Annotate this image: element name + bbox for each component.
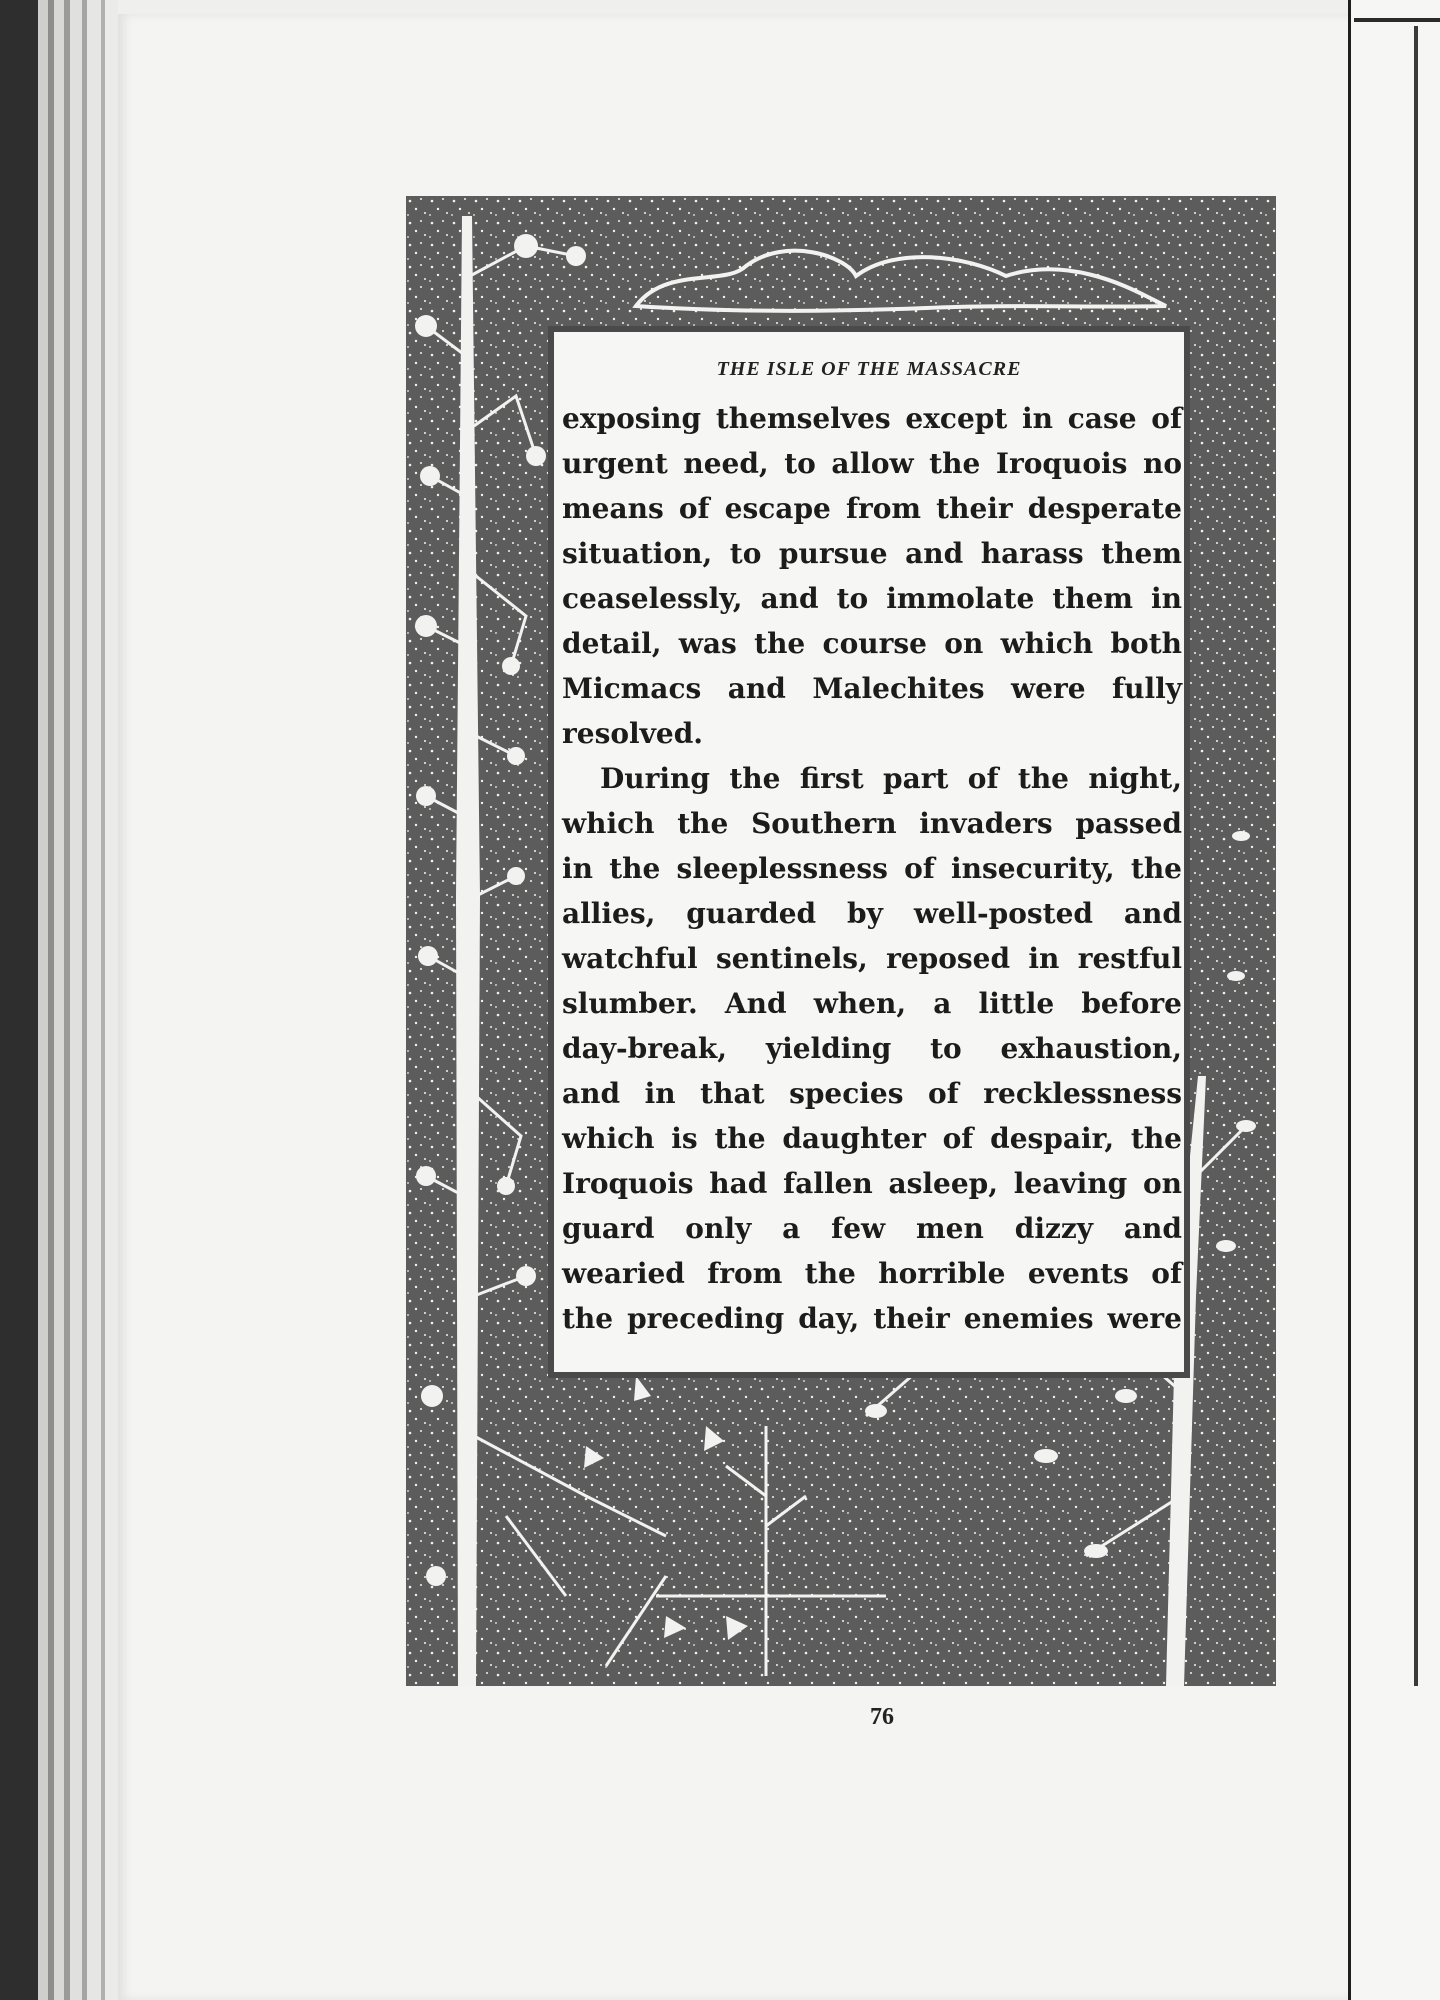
text-line: Iroquois had fallen asleep, leaving on [562, 1167, 1182, 1200]
text-line: situation, to pursue and harass them [562, 537, 1182, 570]
text-line: slumber. And when, a little before [562, 987, 1182, 1020]
text-line: exposing themselves except in case of [562, 402, 1182, 435]
text-line: in the sleeplessness of insecurity, the [562, 852, 1182, 885]
text-line: urgent need, to allow the Iroquois no [562, 447, 1182, 480]
text-line: Micmacs and Malechites were fully [562, 672, 1182, 705]
text-line: detail, was the course on which both [562, 627, 1182, 660]
text-line: day-break, yielding to exhaustion, [562, 1032, 1182, 1065]
book-page-edges [0, 0, 125, 2000]
text-panel [548, 326, 1190, 1378]
running-head: THE ISLE OF THE MASSACRE [716, 358, 1022, 380]
text-line: guard only a few men dizzy and [562, 1212, 1182, 1245]
text-line: watchful sentinels, reposed in restful [562, 942, 1182, 975]
facing-page [1351, 0, 1440, 2000]
facing-page-rule [1354, 18, 1440, 22]
text-line: ceaselessly, and to immolate them in [562, 582, 1182, 615]
text-line: the preceding day, their enemies were [562, 1302, 1182, 1335]
facing-page-border [1414, 26, 1418, 1686]
text-line: means of escape from their desperate [562, 492, 1182, 525]
text-line: which is the daughter of despair, the [562, 1122, 1182, 1155]
text-line: wearied from the horrible events of [562, 1257, 1182, 1290]
body-text [562, 396, 1182, 1341]
text-line: which the Southern invaders passed [562, 807, 1182, 840]
text-line: and in that species of recklessness [562, 1077, 1182, 1110]
text-line: resolved. [562, 717, 704, 750]
text-line: During the first part of the night, [600, 762, 1182, 795]
text-line: allies, guarded by well-posted and [562, 897, 1182, 930]
page-number: 76 [870, 1704, 894, 1730]
